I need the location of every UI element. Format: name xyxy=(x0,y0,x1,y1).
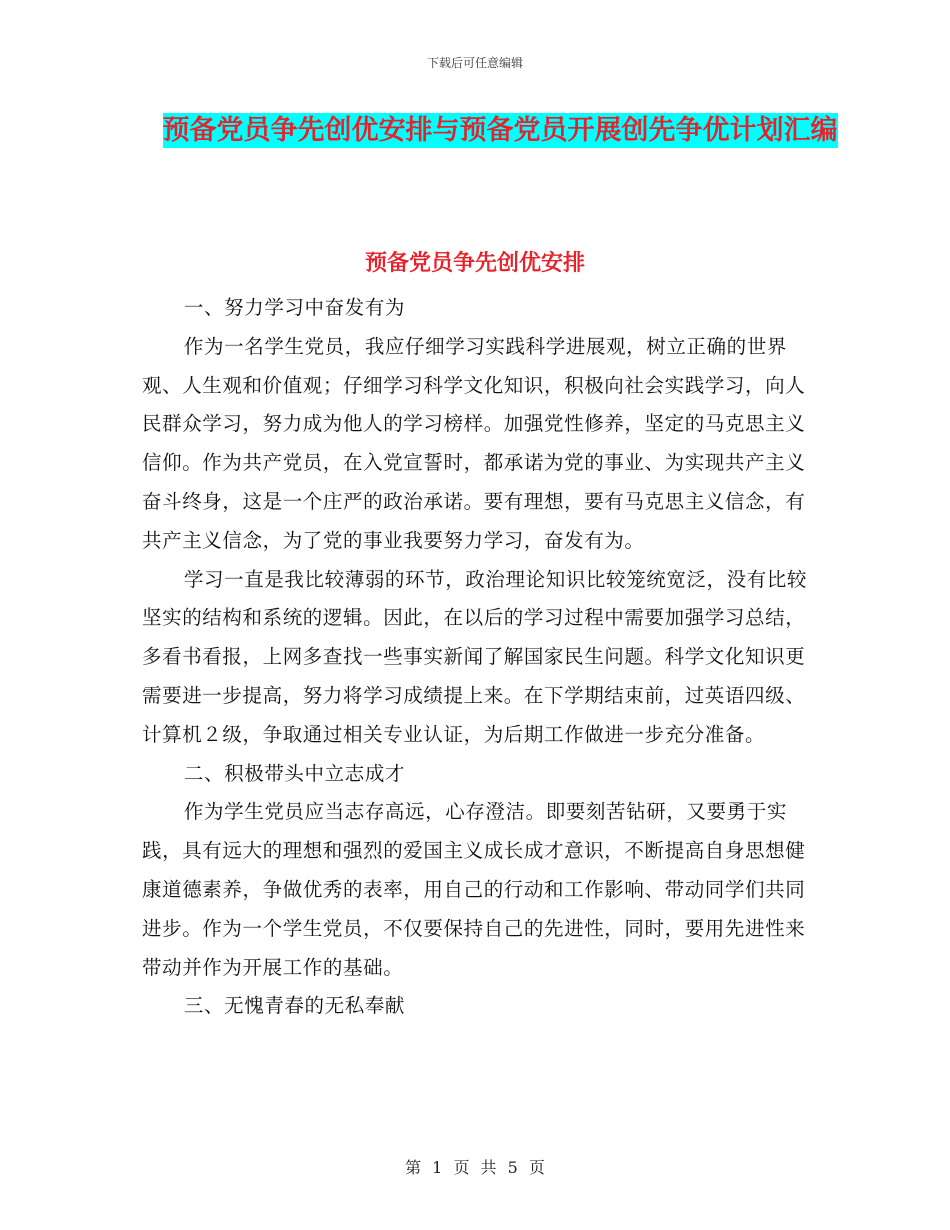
page-footer: 第 1 页 共 5 页 xyxy=(405,1158,545,1177)
heading-1: 一、努力学习中奋发有为 xyxy=(183,296,406,319)
paragraph-3: 作为学生党员应当志存高远，心存澄洁。即要刻苦钻研，又要勇于实践，具有远大的理想和强烈的爱国主义成长成才意识，不断提高自身思想健康道德素养，争做优秀的表率，用自己的行动和工作影响、带动同学们共同进步。作为一个学生党员，不仅要保持自己的先进性，同时，要用先进性来带动并作为开展工作的基础。 xyxy=(142,800,806,979)
document-title xyxy=(140,108,860,154)
heading-3: 三、无愧青春的无私奉献 xyxy=(183,994,406,1018)
paragraph-2: 学习一直是我比较薄弱的环节，政治理论知识比较笼统宽泛，没有比较坚实的结构和系统的逻辑。因此，在以后的学习过程中需要加强学习总结，多看书看报，上网多查找一些事实新闻了解国家民生问题。科学文化知识更需要进一步提高，努力将学习成绩提上来。在下学期结束前，过英语四级、计算机２级，争取通过相关专业认证，为后期工作做进一步充分准备。 xyxy=(142,567,808,746)
document-body xyxy=(142,289,810,1026)
heading-2: 二、积极带头中立志成才 xyxy=(183,761,406,785)
section-title: 预备党员争先创优安排 xyxy=(364,251,585,276)
document-title-text: 预备党员争先创优安排与预备党员开展创先争优计划汇编 xyxy=(162,115,838,146)
header-note: 下载后可任意编辑 xyxy=(426,56,523,70)
paragraph-1: 作为一名学生党员，我应仔细学习实践科学进展观，树立正确的世界观、人生观和价值观；仔细学习科学文化知识，积极向社会实践学习，向人民群众学习，努力成为他人的学习榜样。加强党性修养，坚定的马克思主义信仰。作为共产党员，在入党宣誓时，都承诺为党的事业、为实现共产主义奋斗终身，这是一个庄严的政治承诺。要有理想，要有马克思主义信念，有共产主义信念，为了党的事业我要努力学习，奋发有为。 xyxy=(142,334,806,552)
